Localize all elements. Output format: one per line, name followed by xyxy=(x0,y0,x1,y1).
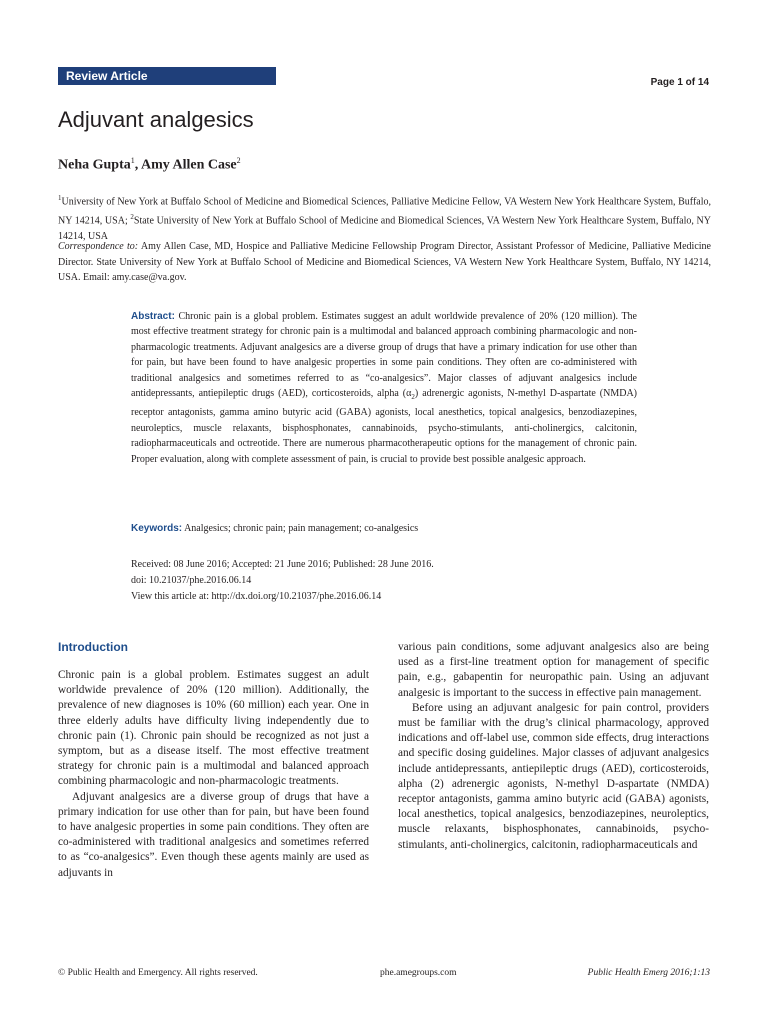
publication-info xyxy=(131,557,434,605)
abstract-label: Abstract: xyxy=(131,311,175,322)
author-list xyxy=(58,156,241,174)
footer-website[interactable]: phe.amegroups.com xyxy=(380,968,457,978)
body-paragraph: various pain conditions, some adjuvant analgesics also are being used as a first-line treatment option for management of specific pain, e.g., gabapentin for neuropathic pain. Using an adjuvant analgesic is important to the success in effective pain management. xyxy=(398,641,709,699)
correspondence-label: Correspondence to: xyxy=(58,241,139,252)
article-type-banner: Review Article xyxy=(58,67,276,85)
article-link[interactable]: View this article at: http://dx.doi.org/10.21037/phe.2016.06.14 xyxy=(131,591,382,602)
author-name: Amy Allen Case xyxy=(140,157,237,173)
body-paragraph: Adjuvant analgesics are a diverse group of drugs that have a primary indication for use other than for pain, but have been found to have analgesic properties in some pain conditions. They often are co-administered with traditional analgesics and sometimes referred to as “co-analgesics”. Even though these agents mainly are used as adjuvants in xyxy=(58,790,369,879)
keywords xyxy=(131,523,637,534)
body-paragraph: Before using an adjuvant analgesic for pain control, providers must be familiar with the drug’s clinical pharmacology, approved indications and off-label use, common side effects, drug interactions and specific dosing guidelines. Major classes of adjuvant analgesics include antidepressants, antiepileptic drugs (AED), corticosteroids, alpha (2) adrenergic agonists, N-methyl D-aspartate (NMDA) receptor antagonists, gamma amino butyric acid (GABA) agonists, local anesthetics, topical analgesics, benzodiazepines, neuroleptics, muscle relaxants, bisphosphonates, cannabinoids, psycho-stimulants, anti-cholinergics, calcitonin, radiopharmaceuticals and xyxy=(398,701,709,851)
section-heading-introduction: Introduction xyxy=(58,640,128,654)
doi: doi: 10.21037/phe.2016.06.14 xyxy=(131,575,252,586)
abstract xyxy=(131,309,637,467)
keywords-label: Keywords: xyxy=(131,523,183,534)
footer-copyright: © Public Health and Emergency. All rights reserved. xyxy=(58,968,258,978)
affiliation-marker: 2 xyxy=(236,156,241,165)
abstract-text: Chronic pain is a global problem. Estimates suggest an adult worldwide prevalence of 20% (120 million). The most effective treatment strategy for chronic pain is a multimodal and balanced approach combining pharmacologic and non-pharmacologic treatments. Adjuvant analgesics are a diverse group of drugs that have a primary indication for use other than for pain, but have been found to have analgesic properties in some pain conditions. They often are co-administered with traditional analgesics and sometimes referred to as “co-analgesics”. Major classes of adjuvant analgesics include antidepressants, antiepileptic drugs (AED), corticosteroids, alpha (α xyxy=(131,311,637,400)
page-count: Page 1 of 14 xyxy=(650,77,709,88)
author-separator: , xyxy=(134,157,141,173)
affiliation-text: University of New York at Buffalo School of Medicine and Biomedical Sciences, Palliative Medicine Fellow, VA Western New York Healthcare System, Buffalo, NY 14214, USA; xyxy=(58,196,711,227)
affiliation-marker: 1 xyxy=(58,194,62,202)
keywords-text: Analgesics; chronic pain; pain management; co-analgesics xyxy=(182,523,419,534)
affiliation-marker: 2 xyxy=(130,212,134,221)
article-title: Adjuvant analgesics xyxy=(58,107,254,132)
abstract-text: ) adrenergic agonists, N-methyl D-aspartate (NMDA) receptor antagonists, gamma amino butyric acid (GABA) agonists, local anesthetics, topical analgesics, benzodiazepines, neuroleptics, muscle relaxants, bisphosphonates, cannabinoids, psycho-stimulants, anti-cholinergics, calcitonin, radiopharmaceuticals and octreotide. There are numerous pharmacotherapeutic options for the management of chronic pain. Proper evaluation, along with complete assessment of pain, is crucial to provide best possible analgesic approach. xyxy=(131,388,637,465)
publication-dates: Received: 08 June 2016; Accepted: 21 June 2016; Published: 28 June 2016. xyxy=(131,559,434,570)
correspondence xyxy=(58,239,711,286)
footer-citation: Public Health Emerg 2016;1:13 xyxy=(587,968,710,978)
affiliation-marker: 1 xyxy=(130,156,135,165)
author-name: Neha Gupta xyxy=(58,157,131,173)
abstract-subscript: 2 xyxy=(411,393,415,402)
body-column-left xyxy=(58,668,369,881)
body-column-right xyxy=(398,640,709,853)
correspondence-text: Amy Allen Case, MD, Hospice and Palliative Medicine Fellowship Program Director, Assistant Professor of Medicine, Palliative Medicine Director. State University of New York at Buffalo School of Medicine and Biomedical Sciences, VA Western New York Healthcare System, Buffalo, NY 14214, USA. Email: amy.case@va.gov. xyxy=(58,241,711,283)
body-paragraph: Chronic pain is a global problem. Estimates suggest an adult worldwide prevalence of 20% (120 million). Additionally, the prevalence of new diagnoses is 10% (60 million) each year. One in three elderly adults have difficulty living independently due to chronic pain (1). Chronic pain should be recognized as not just a symptom, but as a disease itself. The most effective treatment strategy for chronic pain is a multimodal and balanced approach combining pharmacologic and non-pharmacologic treatments. xyxy=(58,669,369,788)
affiliations xyxy=(58,191,711,244)
affiliation-text: State University of New York at Buffalo School of Medicine and Biomedical Sciences, VA Western New York Healthcare System, Buffalo, NY 14214, USA xyxy=(58,215,711,242)
